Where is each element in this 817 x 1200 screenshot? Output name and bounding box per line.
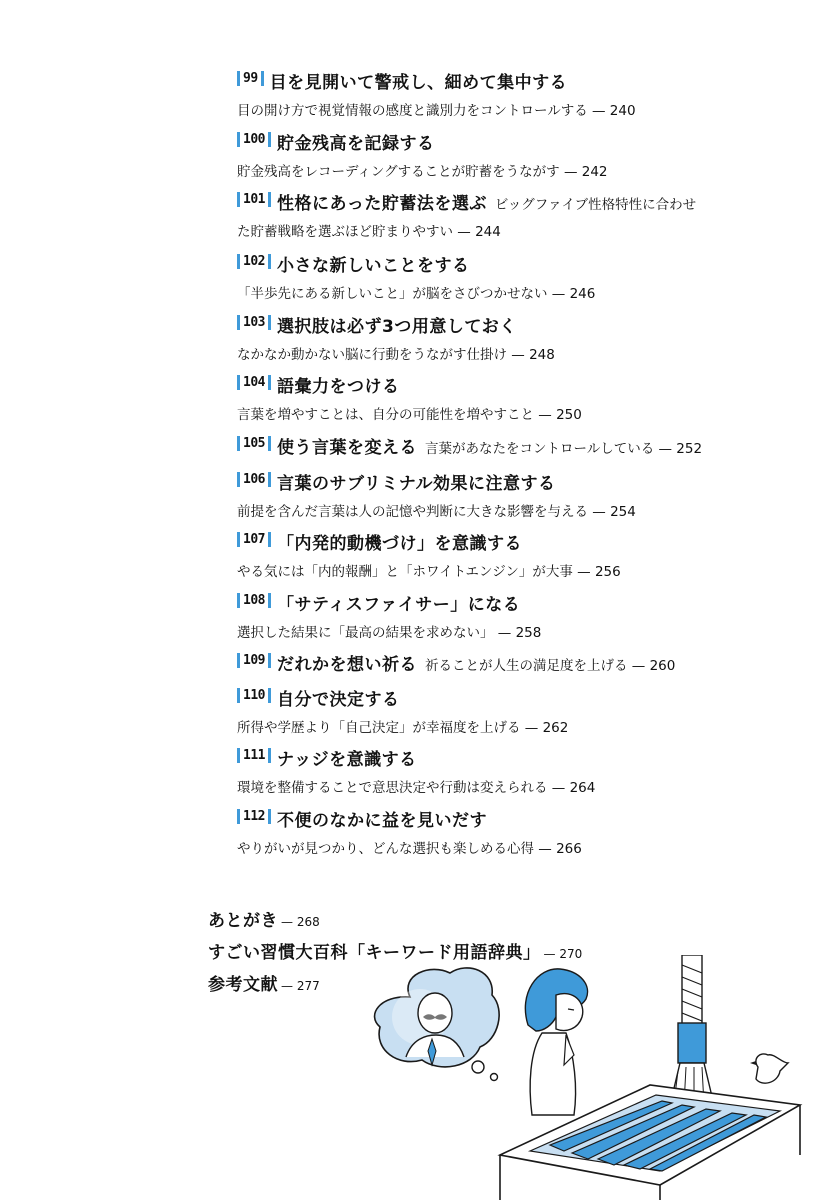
toc-entry bbox=[237, 189, 757, 240]
praying-person-illustration bbox=[360, 955, 810, 1200]
entry-subtitle: やる気には「内的報酬」と「ホワイトエンジン」が大事 — 256 bbox=[237, 564, 621, 580]
entry-subtitle: 所得や学歴より「自己決定」が幸福度を上げる — 262 bbox=[237, 720, 569, 736]
toc-entry bbox=[237, 433, 757, 458]
toc-entry bbox=[237, 590, 757, 641]
entry-subtitle: 貯金残高をレコーディングすることが貯蓄をうながす — 242 bbox=[237, 164, 608, 180]
entry-subtitle: 環境を整備することで意思決定や行動は変えられる — 264 bbox=[237, 780, 596, 796]
entry-title: 「サティスファイサー」になる bbox=[276, 595, 521, 615]
entry-number: 111 bbox=[237, 748, 271, 763]
toc-entry bbox=[237, 68, 757, 119]
toc-entry bbox=[237, 469, 757, 520]
toc-entry bbox=[237, 129, 757, 180]
entry-title: 選択肢は必ず3つ用意しておく bbox=[276, 317, 517, 337]
entry-number: 102 bbox=[237, 254, 271, 269]
entry-inline-subtitle: 祈ることが人生の満足度を上げる — 260 bbox=[424, 658, 676, 674]
toc-entry bbox=[237, 650, 757, 675]
entry-subtitle: た貯蓄戦略を選ぶほど貯まりやすい — 244 bbox=[237, 224, 501, 240]
back-matter-glossary: すごい習慣大百科「キーワード用語辞典」 — 270 bbox=[208, 943, 583, 963]
entry-number: 99 bbox=[237, 71, 264, 86]
entry-title: 不便のなかに益を見いだす bbox=[276, 811, 487, 831]
entry-number: 107 bbox=[237, 532, 271, 547]
entry-title: ナッジを意識する bbox=[276, 750, 417, 770]
entry-number: 105 bbox=[237, 436, 271, 451]
entry-subtitle: 目の開け方で視覚情報の感度と識別力をコントロールする — 240 bbox=[237, 103, 636, 119]
entry-title: 自分で決定する bbox=[276, 690, 400, 710]
back-matter-afterword: あとがき — 268 bbox=[208, 911, 320, 931]
entry-subtitle: なかなか動かない脳に行動をうながす仕掛け — 248 bbox=[237, 347, 555, 363]
entry-inline-subtitle: 言葉があなたをコントロールしている — 252 bbox=[424, 441, 703, 457]
entry-title: だれかを想い祈る bbox=[276, 655, 417, 675]
entry-number: 109 bbox=[237, 653, 271, 668]
entry-subtitle: やりがいが見つかり、どんな選択も楽しめる心得 — 266 bbox=[237, 841, 582, 857]
toc-entry bbox=[237, 745, 757, 796]
bell-rope-icon bbox=[670, 955, 714, 1105]
entry-number: 100 bbox=[237, 132, 271, 147]
entry-title: 語彙力をつける bbox=[276, 377, 400, 397]
entry-number: 108 bbox=[237, 593, 271, 608]
entry-subtitle: 言葉を増やすことは、自分の可能性を増やすこと — 250 bbox=[237, 407, 582, 423]
entry-title: 貯金残高を記録する bbox=[276, 134, 435, 154]
back-matter-references: 参考文献 — 277 bbox=[208, 975, 320, 995]
toc-entry bbox=[237, 685, 757, 736]
entry-title: 小さな新しいことをする bbox=[276, 256, 470, 276]
entry-number: 110 bbox=[237, 688, 271, 703]
entry-number: 103 bbox=[237, 315, 271, 330]
bird-icon bbox=[750, 1054, 788, 1083]
entry-subtitle: 前提を含んだ言葉は人の記憶や判断に大きな影響を与える — 254 bbox=[237, 504, 636, 520]
entry-title: 使う言葉を変える bbox=[276, 438, 417, 458]
toc-entry bbox=[237, 529, 757, 580]
toc-entry bbox=[237, 806, 757, 857]
thought-bubble-icon bbox=[375, 968, 500, 1081]
toc-entry bbox=[237, 372, 757, 423]
entry-subtitle: 「半歩先にある新しいこと」が脳をさびつかせない — 246 bbox=[237, 286, 596, 302]
entry-inline-subtitle: ビッグファイブ性格特性に合わせ bbox=[494, 197, 697, 213]
entry-subtitle: 選択した結果に「最高の結果を求めない」 — 258 bbox=[237, 625, 542, 641]
entry-number: 101 bbox=[237, 192, 271, 207]
praying-person-icon bbox=[525, 969, 587, 1115]
toc-entry bbox=[237, 312, 757, 363]
entry-number: 104 bbox=[237, 375, 271, 390]
entry-title: 「内発的動機づけ」を意識する bbox=[276, 534, 522, 554]
entry-title: 言葉のサブリミナル効果に注意する bbox=[276, 474, 556, 494]
toc-entry bbox=[237, 251, 757, 302]
entry-title: 性格にあった貯蓄法を選ぶ bbox=[276, 194, 487, 214]
entry-number: 106 bbox=[237, 472, 271, 487]
entry-number: 112 bbox=[237, 809, 271, 824]
entry-title: 目を見開いて警戒し、細めて集中する bbox=[269, 73, 568, 93]
